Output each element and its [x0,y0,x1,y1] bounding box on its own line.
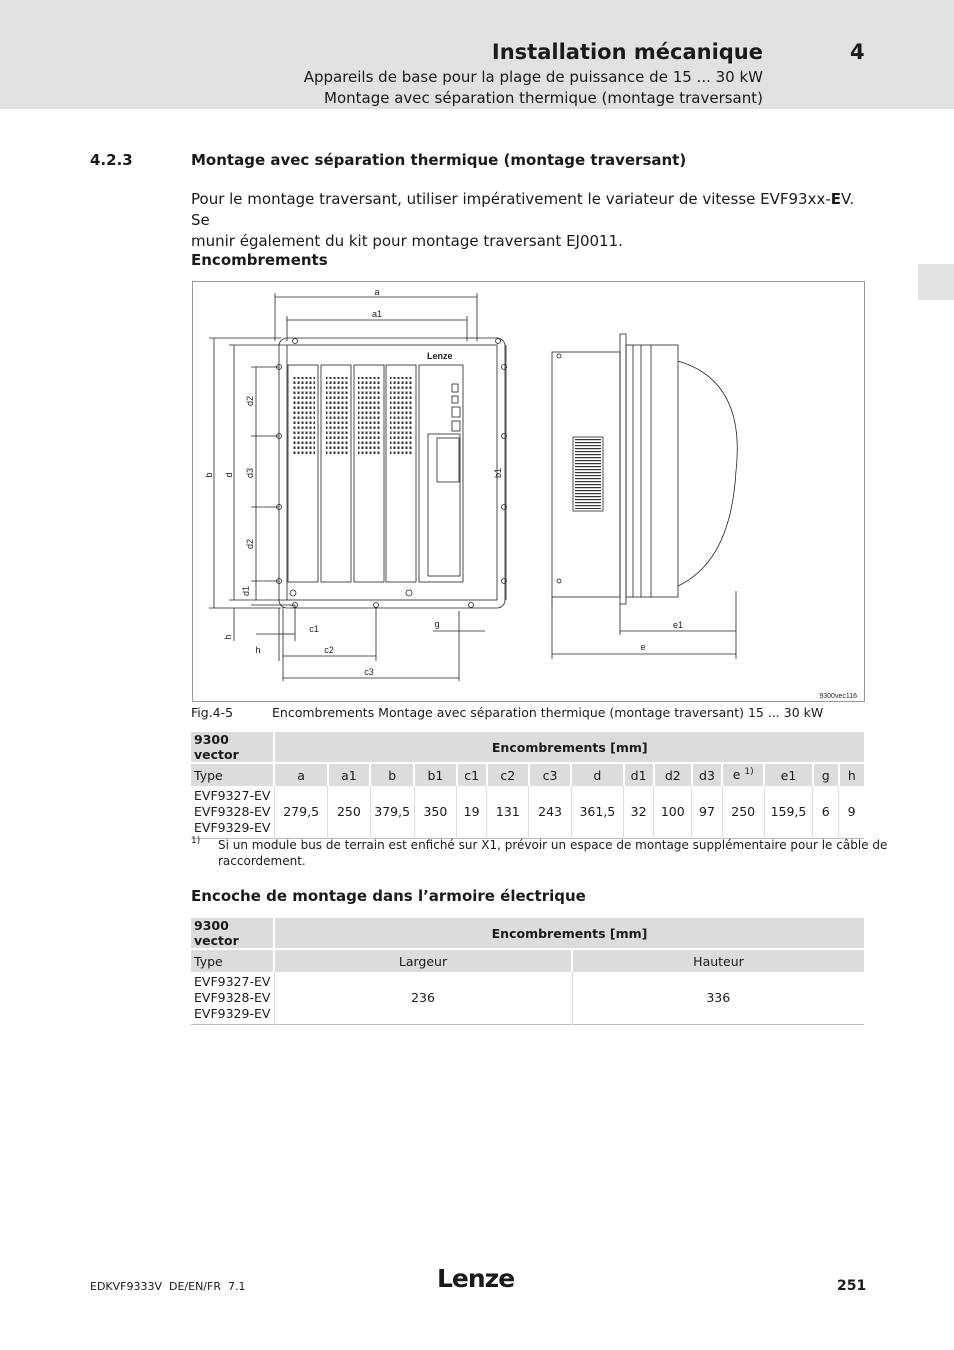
dim-label-d1: d1 [241,585,251,597]
table1-types: EVF9327-EV EVF9328-EV EVF9329-EV [194,787,271,835]
table1-header-product: 9300 vector [191,732,274,763]
dim-label-c3: c3 [364,667,374,677]
dim-label-d: d [224,472,234,478]
table1-value-d2: 100 [654,786,692,838]
table1-value-b1: 350 [414,786,456,838]
table1-value-e: 250 [722,786,764,838]
cutout-table [191,918,864,1025]
table1-header-type: Type [191,763,274,786]
dim-label-d3: d3 [245,467,255,479]
figure-label: Fig.4-5 [191,705,234,720]
table1-value-c1: 19 [457,786,487,838]
table1-col-c2: c2 [487,763,529,786]
footnote-mark: 1) [191,836,201,846]
subsection-encoche: Encoche de montage dans l’armoire électrique [191,887,586,905]
dim-label-h: h [255,645,261,655]
section-title: Montage avec séparation thermique (montage traversant) [191,151,687,169]
table1-col-h: h [839,763,864,786]
dim-label-g: g [434,619,440,629]
table2-types: EVF9327-EV EVF9328-EV EVF9329-EV [194,973,271,1021]
dimensions-table [191,732,864,839]
table1-col-d: d [571,763,623,786]
subsection-encombrements: Encombrements [191,251,328,269]
table2-col-height: Hauteur [572,949,864,972]
table1-col-e: e $^{1)}$ [722,763,764,786]
table2-header-product: 9300 vector [191,918,274,949]
table-row [191,972,864,1024]
dim-label-c2: c2 [324,645,334,655]
section-number: 4.2.3 [90,151,133,169]
table1-value-d1: 32 [624,786,654,838]
table-row [191,786,864,838]
table1-value-a: 279,5 [274,786,327,838]
table1-value-g: 6 [813,786,839,838]
table2-value-height: 336 [572,972,864,1024]
footnote-text: Si un module bus de terrain est enfiché sur X1, prévoir un espace de montage supplémentaire pour le câble de raccordement. [218,838,888,868]
dim-label-e: e [640,642,646,652]
header-subtitle-2: Montage avec séparation thermique (montage traversant) [324,89,763,107]
table1-col-g: g [813,763,839,786]
dimension-drawing [192,281,865,702]
table1-value-a1: 250 [328,786,370,838]
table1-header-group: Encombrements [mm] [274,732,864,763]
section-paragraph: Pour le montage traversant, utiliser impérativement le variateur de vitesse EVF93xx-EV. Se munir également du kit pour montage traversant EJ0011. [191,190,855,250]
dim-label-e1: e1 [672,620,684,630]
dim-label-a1: a1 [371,309,383,319]
table1-col-c1: c1 [457,763,487,786]
table1-col-a1: a1 [328,763,370,786]
table1-col-c3: c3 [529,763,571,786]
table1-col-d1: d1 [624,763,654,786]
table1-value-d: 361,5 [571,786,623,838]
dim-label-b1: b1 [493,467,503,479]
table2-value-width: 236 [274,972,572,1024]
table1-value-e1: 159,5 [764,786,812,838]
figure-code: 9300vec116 [819,693,857,700]
footer-logo: Lenze [437,1264,515,1293]
page-number: 251 [837,1278,867,1294]
table2-col-width: Largeur [274,949,572,972]
dim-label-c1: c1 [309,624,319,634]
dim-label-a: a [374,287,380,297]
table1-col-b1: b1 [414,763,456,786]
page-title: Installation mécanique [491,40,763,64]
dimension-drawing-svg [193,282,864,701]
dim-label-b: b [204,472,214,478]
table1-col-a: a [274,763,327,786]
table1-col-d3: d3 [692,763,722,786]
dim-label-d2-top: d2 [245,395,255,407]
footer-doc-id: EDKVF9333V DE/EN/FR 7.1 [90,1280,246,1293]
table1-value-d3: 97 [692,786,722,838]
table1-value-b: 379,5 [370,786,414,838]
table1-col-d2: d2 [654,763,692,786]
dim-label-h-vertical: h [223,634,233,640]
header-subtitle-1: Appareils de base pour la plage de puissance de 15 ... 30 kW [303,68,763,86]
table1-value-h: 9 [839,786,864,838]
dim-label-d2-bottom: d2 [245,538,255,550]
table1-col-e1: e1 [764,763,812,786]
table2-header-group: Encombrements [mm] [274,918,864,949]
figure-caption: Encombrements Montage avec séparation thermique (montage traversant) 15 ... 30 kW [272,705,824,720]
table1-col-b: b [370,763,414,786]
chapter-number: 4 [850,40,865,64]
table1-value-c2: 131 [487,786,529,838]
table1-value-c3: 243 [529,786,571,838]
table2-header-type: Type [191,949,274,972]
drawing-logo: Lenze [427,351,453,361]
chapter-side-tab [918,264,954,300]
